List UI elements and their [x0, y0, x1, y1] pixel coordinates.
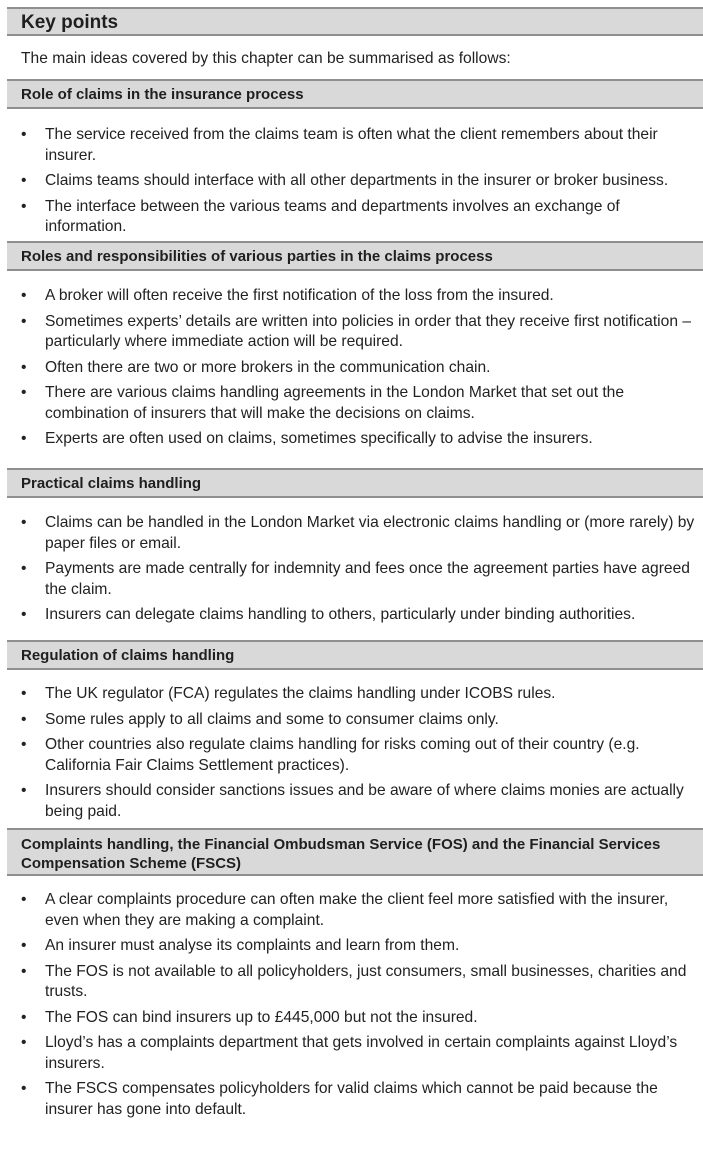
list-item: • The FOS can bind insurers up to £445,000 but not the insured. [7, 1008, 703, 1029]
list-item: • Experts are often used on claims, sometimes specifically to advise the insurers. [7, 429, 703, 450]
list-item: • There are various claims handling agreements in the London Market that set out the combination of insurers that will make the decisions on claims. [7, 383, 703, 424]
list-item: • Often there are two or more brokers in the communication chain. [7, 358, 703, 379]
list-item: • Sometimes experts’ details are written into policies in order that they receive first notification – particularly where immediate action will be required. [7, 312, 703, 353]
section-heading-practical-claims: Practical claims handling [7, 468, 703, 498]
list-item: • Lloyd’s has a complaints department that gets involved in certain complaints against Lloyd’s insurers. [7, 1033, 703, 1074]
list-item: • A clear complaints procedure can often make the client feel more satisfied with the insurer, even when they are making a complaint. [7, 890, 703, 931]
list-item: • The FOS is not available to all policyholders, just consumers, small businesses, charities and trusts. [7, 962, 703, 1003]
list-item: • The service received from the claims team is often what the client remembers about their insurer. [7, 125, 703, 166]
section-list-roles-responsibilities [7, 271, 703, 468]
section-list-complaints [7, 876, 703, 1120]
section-heading-role-of-claims: Role of claims in the insurance process [7, 79, 703, 109]
key-points-page [7, 7, 703, 1125]
section-list-practical-claims [7, 498, 703, 640]
list-item: • Some rules apply to all claims and some to consumer claims only. [7, 710, 703, 731]
section-list-role-of-claims [7, 109, 703, 241]
list-item: • Claims can be handled in the London Market via electronic claims handling or (more rarely) by paper files or email. [7, 513, 703, 554]
list-item: • An insurer must analyse its complaints and learn from them. [7, 936, 703, 957]
list-item: • Claims teams should interface with all other departments in the insurer or broker business. [7, 171, 703, 192]
list-item: • The UK regulator (FCA) regulates the claims handling under ICOBS rules. [7, 684, 703, 705]
page-title: Key points [7, 7, 703, 36]
list-item: • A broker will often receive the first notification of the loss from the insured. [7, 286, 703, 307]
section-heading-roles-responsibilities: Roles and responsibilities of various parties in the claims process [7, 241, 703, 271]
section-heading-regulation: Regulation of claims handling [7, 640, 703, 670]
list-item: • Other countries also regulate claims handling for risks coming out of their country (e.g. California Fair Claims Settlement practices). [7, 735, 703, 776]
list-item: • The FSCS compensates policyholders for valid claims which cannot be paid because the insurer has gone into default. [7, 1079, 703, 1120]
list-item: • The interface between the various teams and departments involves an exchange of information. [7, 197, 703, 238]
list-item: • Insurers should consider sanctions issues and be aware of where claims monies are actually being paid. [7, 781, 703, 822]
list-item: • Insurers can delegate claims handling to others, particularly under binding authorities. [7, 605, 703, 626]
section-heading-complaints: Complaints handling, the Financial Ombudsman Service (FOS) and the Financial Services Compensation Scheme (FSCS) [7, 828, 703, 876]
list-item: • Payments are made centrally for indemnity and fees once the agreement parties have agreed the claim. [7, 559, 703, 600]
section-list-regulation [7, 670, 703, 828]
intro-text: The main ideas covered by this chapter can be summarised as follows: [21, 50, 511, 67]
